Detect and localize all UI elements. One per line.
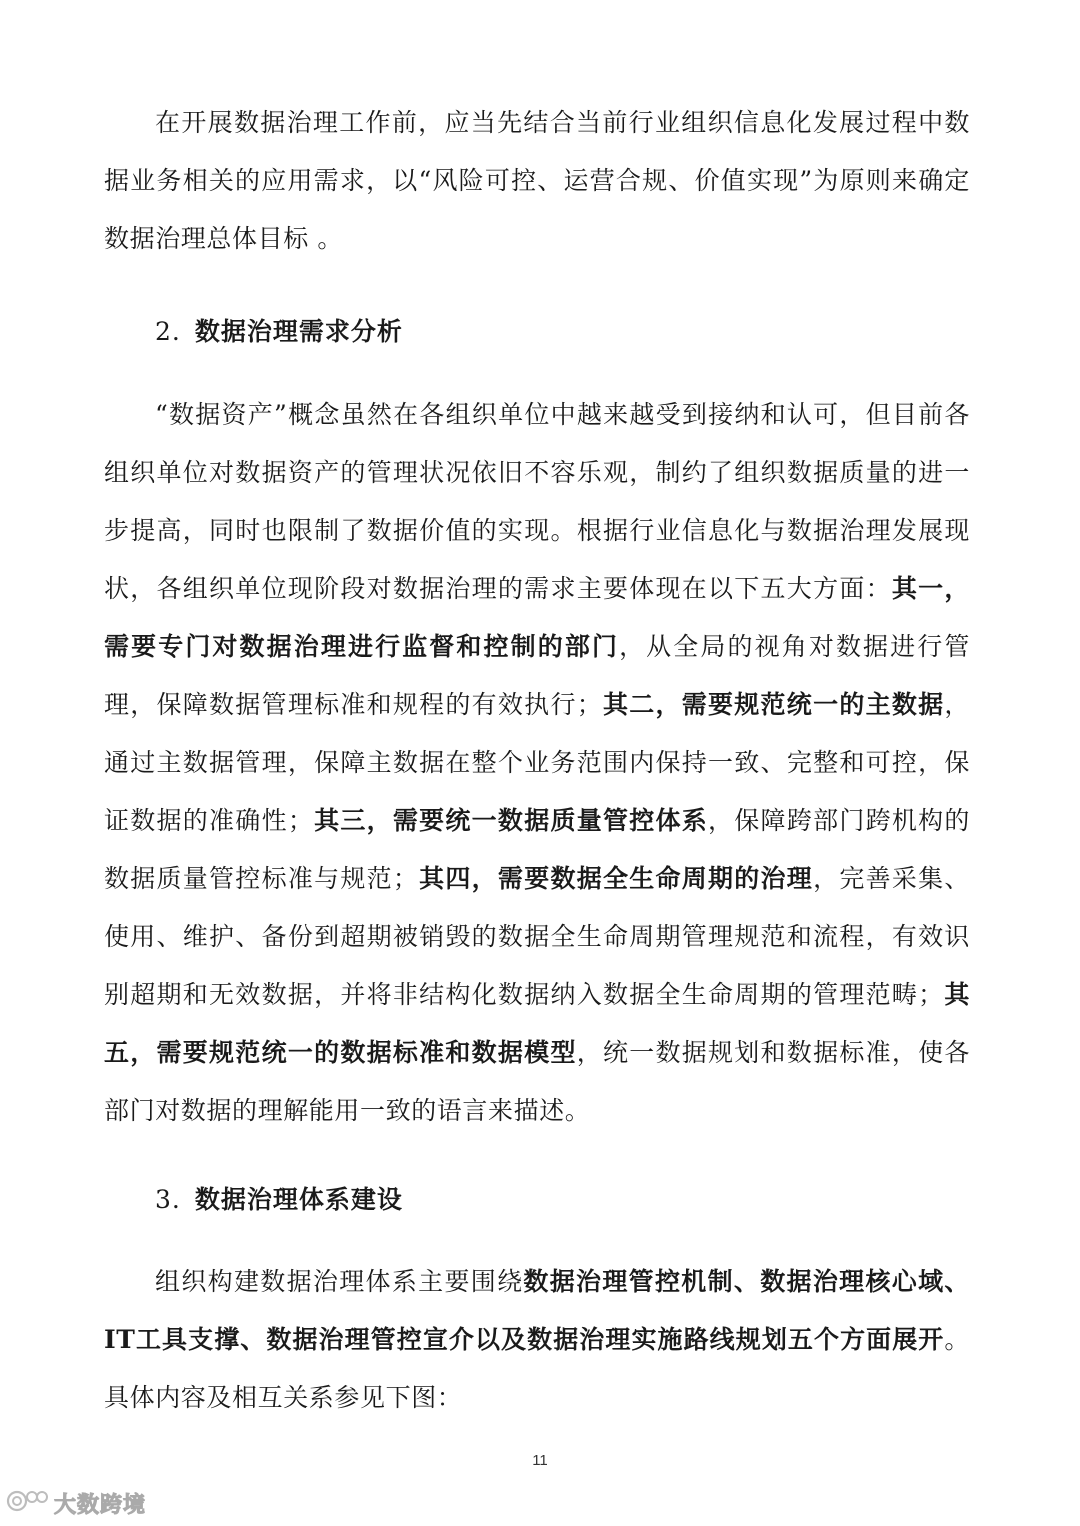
text-run: ，通过主数据管理，保障主数据在整个业务范围内保持一致、完整和可控，保证数据的准确性； bbox=[104, 690, 970, 835]
paragraph-demand-analysis bbox=[104, 386, 970, 1140]
text-run: ，完善采集、使用、维护、备份到超期被销毁的数据全生命周期管理规范和流程，有效识别超期和无效数据，并将非结构化数据纳入数据全生命周期的管理范畴； bbox=[104, 864, 970, 1009]
section-title: 数据治理体系建设 bbox=[194, 1185, 403, 1214]
watermark-text: 大数跨境 bbox=[54, 1492, 147, 1518]
page-number: 11 bbox=[532, 1452, 548, 1469]
text-run: “数据资产”概念虽然在各组织单位中越来越受到接纳和认可，但目前各组织单位对数据资产的管理状况依旧不容乐观，制约了组织数据质量的进一步提高，同时也限制了数据价值的实现。根据行业信息化与数据治理发展现状，各组织单位现阶段对数据治理的需求主要体现在以下五大方面： bbox=[104, 400, 970, 603]
text-run: ，保障跨部门跨机构的数据质量管控标准与规范； bbox=[104, 806, 970, 893]
brand-logo-icon bbox=[6, 1486, 50, 1520]
section-heading-3 bbox=[155, 1180, 403, 1220]
section-number: 2. bbox=[155, 317, 181, 346]
section-heading-2 bbox=[155, 312, 403, 352]
text-run: 组织构建数据治理体系主要围绕 bbox=[155, 1267, 524, 1296]
bold-run: 其二，需要规范统一的主数据 bbox=[602, 690, 945, 719]
text-run: ，从全局的视角对数据进行管理，保障数据管理标准和规程的有效执行； bbox=[104, 632, 970, 719]
bold-run: 其三，需要统一数据质量管控体系 bbox=[313, 806, 709, 835]
bold-run: 其五，需要规范统一的数据标准和数据模型 bbox=[104, 980, 970, 1067]
bold-run: 数据治理管控机制、数据治理核心域、IT工具支撑、数据治理管控宣介以及数据治理实施路线规划五个方面展开 bbox=[104, 1267, 971, 1354]
section-title: 数据治理需求分析 bbox=[194, 317, 403, 346]
paragraph-system-construction bbox=[104, 1253, 970, 1427]
text-run: ，统一数据规划和数据标准，使各部门对数据的理解能用一致的语言来描述。 bbox=[104, 1038, 970, 1125]
section-number: 3. bbox=[155, 1185, 181, 1214]
text-run: 。具体内容及相互关系参见下图： bbox=[104, 1325, 970, 1412]
paragraph-data-governance-goal: 在开展数据治理工作前，应当先结合当前行业组织信息化发展过程中数据业务相关的应用需求，以“风险可控、运营合规、价值实现”为原则来确定数据治理总体目标 。 bbox=[104, 108, 970, 253]
watermark bbox=[6, 1486, 146, 1520]
bold-run: 其四，需要数据全生命周期的治理 bbox=[418, 864, 814, 893]
bold-run: 其一，需要专门对数据治理进行监督和控制的部门 bbox=[104, 574, 970, 661]
